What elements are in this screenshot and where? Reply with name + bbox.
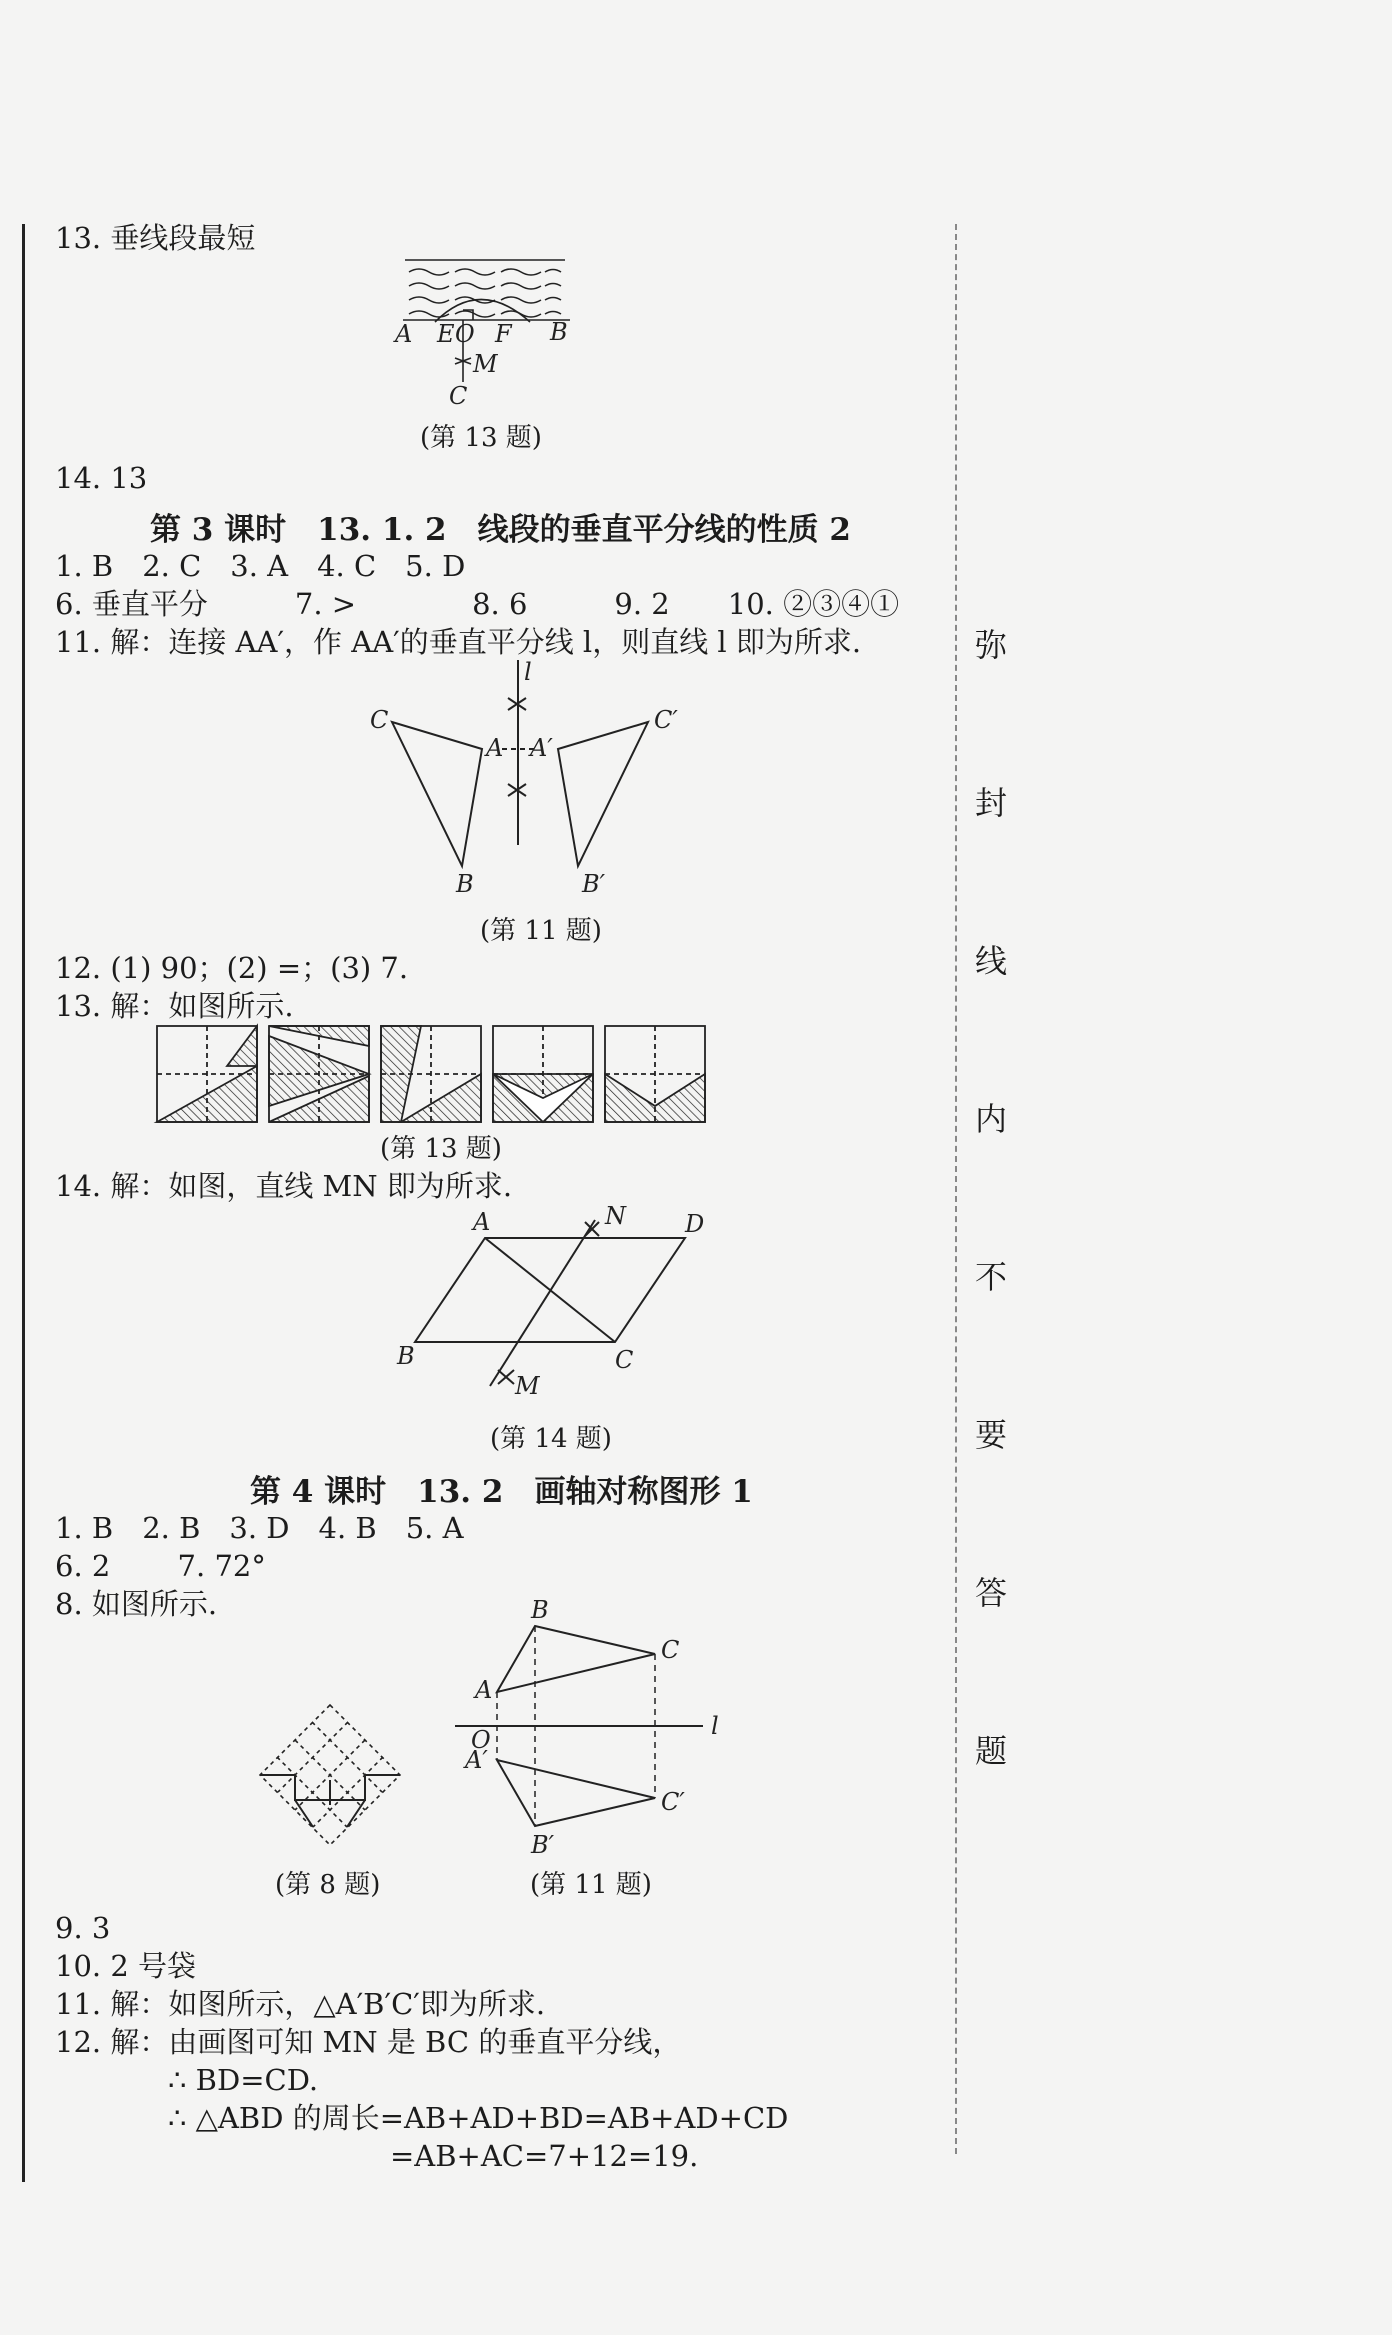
answer-line: 13. 解：如图所示. [55, 989, 294, 1023]
figure-11-reflection [370, 660, 690, 900]
point-label: C′ [654, 706, 678, 734]
figure-13-tiles [155, 1024, 715, 1124]
seal-char: 弥 [975, 626, 1008, 664]
figure-14-parallelogram [385, 1202, 725, 1400]
answer-line: ∴ △ABD 的周长=AB+AD+BD=AB+AD+CD [168, 2101, 789, 2135]
answer-line: 11. 解：连接 AA′，作 AA′的垂直平分线 l，则直线 l 即为所求. [55, 625, 862, 659]
seal-char: 要 [975, 1416, 1008, 1454]
figure-8-symmetric-pattern [255, 1700, 405, 1850]
answer-line: 8. 如图所示. [55, 1587, 218, 1621]
point-label: B [456, 870, 474, 898]
section-heading: 第 4 课时 13. 2 画轴对称图形 1 [250, 1474, 753, 1510]
point-label: C [661, 1636, 680, 1664]
answer-line: 10. 2 号袋 [55, 1949, 197, 1983]
point-label: D [685, 1210, 705, 1238]
answer-line: 6. 垂直平分 7. > 8. 6 9. 2 10. ②③④① [55, 587, 900, 621]
section-heading: 第 3 课时 13. 1. 2 线段的垂直平分线的性质 2 [150, 512, 851, 548]
point-label: B [550, 318, 568, 346]
answer-line: 12. (1) 90；(2) =；(3) 7. [55, 951, 409, 985]
point-label: B′ [582, 870, 606, 898]
point-label: l [711, 1712, 719, 1740]
seal-char: 线 [975, 942, 1008, 980]
seal-char: 内 [975, 1100, 1008, 1138]
point-label: C [449, 382, 468, 410]
point-label: B [397, 1342, 415, 1370]
point-label: B [531, 1596, 549, 1624]
figure-caption: (第 8 题) [275, 1870, 381, 1900]
point-label: A′ [530, 734, 553, 762]
seal-char: 不 [975, 1258, 1008, 1296]
answer-line: 9. 3 [55, 1911, 111, 1945]
figure-13-river [395, 252, 585, 412]
point-label: A [395, 320, 413, 348]
answer-line: 11. 解：如图所示，△A′B′C′即为所求. [55, 1987, 546, 2021]
figure-caption: (第 13 题) [380, 1134, 502, 1164]
left-margin-rule [22, 224, 25, 2182]
point-label: O [455, 320, 475, 348]
answer-line: 12. 解：由画图可知 MN 是 BC 的垂直平分线， [55, 2025, 682, 2059]
point-label: M [473, 350, 498, 378]
seal-char: 题 [975, 1732, 1008, 1770]
answer-line: ∴ BD=CD. [168, 2063, 319, 2097]
point-label: C [615, 1346, 634, 1374]
point-label: A [473, 1208, 491, 1236]
answer-line: 1. B 2. B 3. D 4. B 5. A [55, 1511, 464, 1545]
seal-line [955, 224, 957, 2154]
point-label: N [605, 1202, 626, 1230]
figure-caption: (第 13 题) [420, 423, 542, 453]
point-label: A [475, 1676, 493, 1704]
point-label: l [524, 658, 532, 686]
point-label: C [370, 706, 389, 734]
point-label: M [515, 1372, 540, 1400]
point-label: A′ [465, 1746, 488, 1774]
point-label: E [437, 320, 455, 348]
answer-line: 14. 13 [55, 461, 148, 495]
figure-11-axis-reflection [455, 1598, 735, 1868]
answer-line: 6. 2 7. 72° [55, 1549, 266, 1583]
point-label: O [471, 1726, 491, 1754]
point-label: B′ [531, 1831, 555, 1859]
seal-char: 封 [975, 784, 1008, 822]
answer-line: 13. 垂线段最短 [55, 221, 256, 255]
answer-line: =AB+AC=7+12=19. [390, 2139, 699, 2173]
figure-caption: (第 11 题) [530, 1870, 652, 1900]
seal-char: 答 [975, 1574, 1008, 1612]
figure-caption: (第 14 题) [490, 1424, 612, 1454]
point-label: A [486, 734, 504, 762]
point-label: C′ [661, 1788, 685, 1816]
figure-caption: (第 11 题) [480, 916, 602, 946]
point-label: F [495, 320, 512, 348]
answer-line: 1. B 2. C 3. A 4. C 5. D [55, 549, 466, 583]
answer-line: 14. 解：如图，直线 MN 即为所求. [55, 1169, 513, 1203]
